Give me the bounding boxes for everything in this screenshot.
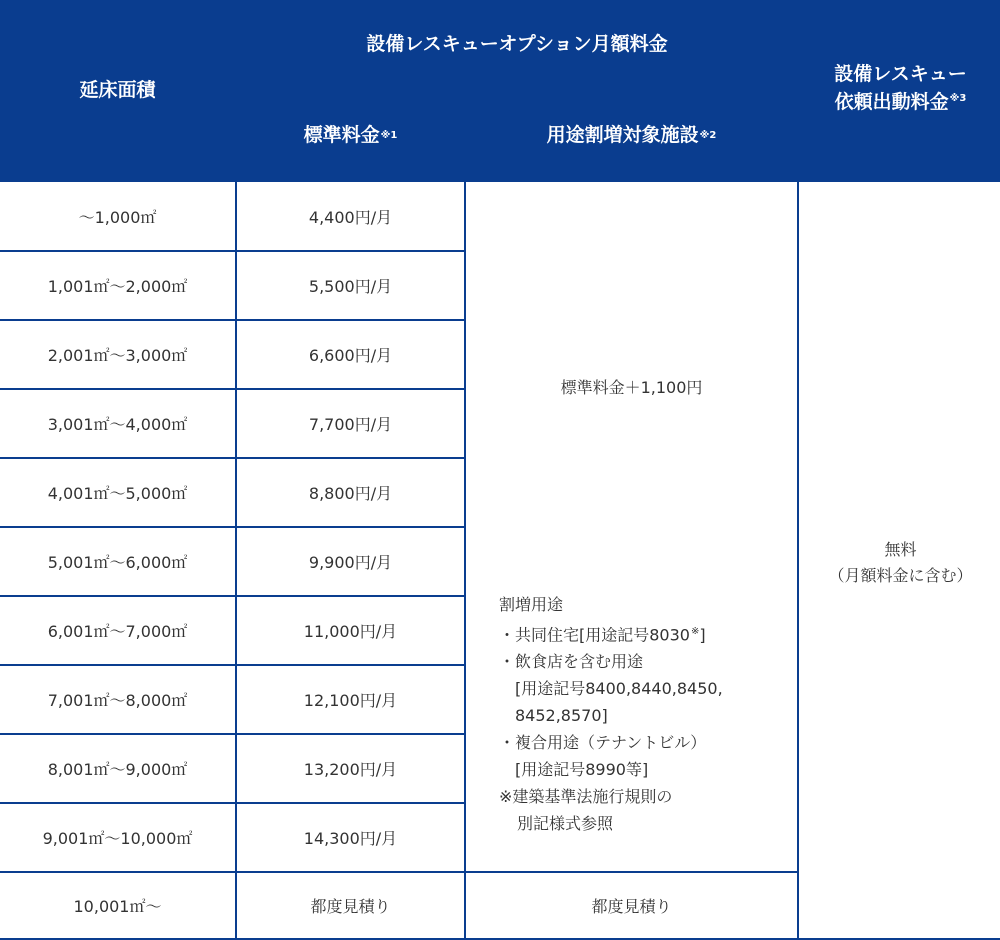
area-cell xyxy=(0,666,235,733)
usage-notes-item3-detail: [用途記号8990等] xyxy=(515,760,649,779)
fee-value: 7,700円/月 xyxy=(308,415,393,434)
fee-cell-last xyxy=(237,873,464,938)
usage-notes-item1-text: ・共同住宅[用途記号8030 xyxy=(499,625,690,644)
fee-value: 12,100円/月 xyxy=(303,691,398,710)
header-dispatch-fee-mark: ※3 xyxy=(949,92,967,104)
header-standard-fee-label: 標準料金 xyxy=(303,124,380,147)
area-value: 3,001㎡〜4,000㎡ xyxy=(47,415,188,434)
area-value: 4,001㎡〜5,000㎡ xyxy=(47,484,188,503)
area-cell xyxy=(0,459,235,526)
header-standard-fee xyxy=(237,91,464,180)
usage-surcharge-value: 標準料金＋1,100円 xyxy=(560,377,703,397)
fee-cell xyxy=(237,252,464,319)
area-value: 1,001㎡〜2,000㎡ xyxy=(47,277,188,296)
usage-notes-item1 xyxy=(499,618,797,648)
area-cell xyxy=(0,321,235,388)
fee-cell xyxy=(237,528,464,595)
fee-value: 14,300円/月 xyxy=(303,829,398,848)
usage-notes-reference-line2: 別記様式参照 xyxy=(517,814,614,833)
usage-surcharge-cell xyxy=(466,182,797,871)
header-usage-target-mark: ※2 xyxy=(699,130,717,141)
header-floor-area-label: 延床面積 xyxy=(79,78,156,101)
usage-notes-reference-line1: ※建築基準法施行規則の xyxy=(499,787,673,806)
area-value: 8,001㎡〜9,000㎡ xyxy=(47,760,188,779)
header-usage-target xyxy=(466,91,797,180)
area-cell xyxy=(0,597,235,664)
header-dispatch-fee xyxy=(799,0,1000,180)
usage-notes-title: 割増用途 xyxy=(499,594,564,614)
usage-surcharge-notes xyxy=(466,591,797,871)
fee-cell xyxy=(237,182,464,250)
dispatch-fee-line1: 無料 xyxy=(884,540,917,559)
area-cell xyxy=(0,390,235,457)
dispatch-fee-line2: （月額料金に含む） xyxy=(828,566,973,585)
area-value: 5,001㎡〜6,000㎡ xyxy=(47,553,188,572)
area-value: 〜1,000㎡ xyxy=(78,207,157,227)
fee-cell xyxy=(237,321,464,388)
usage-notes-item3: ・複合用途（テナントビル） xyxy=(499,733,707,752)
fee-value: 11,000円/月 xyxy=(303,622,398,641)
header-dispatch-fee-line2-wrap xyxy=(835,88,967,117)
area-cell xyxy=(0,735,235,802)
header-dispatch-fee-line2: 依頼出動料金 xyxy=(834,91,949,113)
fee-value: 都度見積り xyxy=(310,897,391,916)
area-cell xyxy=(0,182,235,250)
usage-cell-last xyxy=(466,873,797,938)
header-monthly-fee-label: 設備レスキューオプション月額料金 xyxy=(366,33,668,56)
area-cell xyxy=(0,528,235,595)
fee-cell xyxy=(237,459,464,526)
area-value: 10,001㎡〜 xyxy=(73,897,162,916)
fee-cell xyxy=(237,597,464,664)
fee-value: 4,400円/月 xyxy=(308,207,393,227)
usage-notes-item1-mark: ※ xyxy=(690,625,700,637)
area-value: 9,001㎡〜10,000㎡ xyxy=(42,829,193,848)
header-dispatch-fee-line1: 設備レスキュー xyxy=(834,62,967,85)
dispatch-fee-cell xyxy=(799,182,1000,938)
header-usage-target-label: 用途割増対象施設 xyxy=(546,124,699,147)
area-value: 2,001㎡〜3,000㎡ xyxy=(47,346,188,365)
fee-cell xyxy=(237,804,464,871)
usage-value-last: 都度見積り xyxy=(591,897,672,916)
fee-cell xyxy=(237,666,464,733)
area-cell xyxy=(0,804,235,871)
area-value: 6,001㎡〜7,000㎡ xyxy=(47,622,188,641)
usage-notes-item1-end: ] xyxy=(699,625,706,644)
fee-value: 9,900円/月 xyxy=(308,553,393,572)
header-monthly-fee xyxy=(237,0,797,89)
usage-notes-item2-detail2: 8452,8570] xyxy=(515,706,608,725)
fee-cell xyxy=(237,735,464,802)
area-value: 7,001㎡〜8,000㎡ xyxy=(47,691,188,710)
area-cell-last xyxy=(0,873,235,938)
usage-notes-item2-detail1: [用途記号8400,8440,8450, xyxy=(515,679,723,698)
fee-value: 5,500円/月 xyxy=(308,277,393,296)
usage-surcharge-top xyxy=(466,182,797,591)
usage-notes-item2: ・飲食店を含む用途 xyxy=(499,652,644,671)
fee-cell xyxy=(237,390,464,457)
fee-value: 8,800円/月 xyxy=(308,484,393,503)
header-standard-fee-mark: ※1 xyxy=(380,130,398,141)
fee-value: 6,600円/月 xyxy=(308,346,393,365)
area-cell xyxy=(0,252,235,319)
header-floor-area xyxy=(0,0,235,180)
fee-value: 13,200円/月 xyxy=(303,760,398,779)
